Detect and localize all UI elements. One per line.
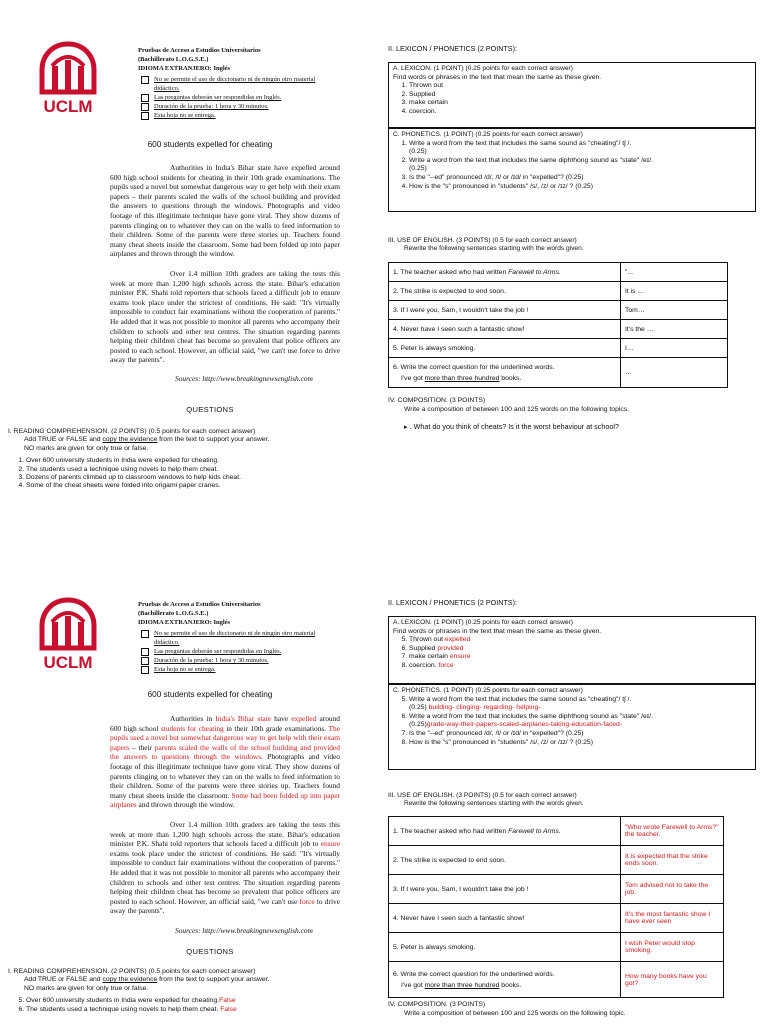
phonetics-box: [388, 128, 756, 212]
lexicon-list: [409, 636, 751, 670]
header-line: Pruebas de Acceso a Estudios Universitarios: [138, 601, 261, 608]
rc-item: 4. Some of the cheat sheets were folded into origami paper cranes.: [26, 482, 298, 490]
uclm-logo: [28, 596, 108, 676]
composition-section: IV. COMPOSITION. (3 POINTS) Write a composition of between 100 and 125 words on the following topic.: [388, 1001, 626, 1017]
table-row: 6. Write the correct question for the underlined words. I've got more than three hundred books. …: [389, 358, 728, 388]
paragraph: Over 1.4 million 10th graders are taking the tests this week at more than 1,200 high schools across the state. Bihar's education minister P.K. Shahi told reporters that schools faced a difficult job to ensure exams took place under the strictest of conditions. He said: "It's virtually impossible to conduct fair examinations without the cooperation of parents." He added that it was not possible to monitor all parents who accompany their children to schools and other test centres. The situation regarding parents helping their children cheat has become so prevalent that police officers are posted to each school. However, an official said, "we can't use force to drive away the parents".: [110, 819, 340, 916]
rule-item: Duración de la prueba: 1 hora y 30 minutos.: [138, 656, 338, 665]
questions-heading: QUESTIONS: [186, 405, 234, 414]
lexicon-item: 8. coercion. force: [409, 662, 751, 671]
rc-instruction: NO marks are given for only true or false.: [24, 444, 149, 452]
table-row: 3. If I were you, Sam, I wouldn't take the job ! Tom advised not to take the job.: [389, 875, 724, 904]
article-body: [110, 163, 340, 375]
phonetics-title: C. PHONETICS. (1 POINT) (0.25 points for each correct answer): [393, 131, 583, 138]
lexicon-item: 3. make certain: [409, 99, 751, 108]
phonetics-item: 8. How is the "s" pronounced in "students" /s/, /z/ or /ɪz/ ? (0.25): [409, 739, 751, 748]
table-row: 4. Never have I seen such a fantastic show! It's the …: [389, 320, 728, 339]
rc-title: I. READING COMPREHENSION. (2 POINTS) (0.5 points for each correct answer): [8, 428, 256, 435]
article-source: Sources: http://www.breakingnewsenglish.com: [175, 926, 313, 935]
rules-list: [138, 629, 338, 674]
phonetics-item: 5. Write a word from the text that includes the same sound as "cheating"/ tʃ /. (0.25) building- clinging- regarding- helping-: [409, 696, 751, 713]
lexicon-item: 6. Supplied provided: [409, 645, 751, 654]
questions-heading: QUESTIONS: [186, 947, 234, 956]
article-source: Sources: http://www.breakingnewsenglish.com: [175, 374, 313, 383]
table-row: 1. The teacher asked who had written Farewell to Arms. "...: [389, 263, 728, 282]
uclm-logo: [28, 40, 108, 120]
lexicon-box: [388, 616, 756, 684]
use-of-english-table: [388, 262, 728, 388]
exam-header: [138, 46, 338, 120]
rules-list: [138, 75, 338, 120]
article-title: 600 students expelled for cheating: [147, 690, 273, 699]
phonetics-title: C. PHONETICS. (1 POINT) (0.25 points for each correct answer): [393, 687, 583, 694]
logo-text: UCLM: [43, 97, 93, 116]
header-line: IDIOMA EXTRANJERO: Inglés: [138, 619, 231, 626]
table-row: 6. Write the correct question for the underlined words. I've got more than three hundred books. How many books have you got?: [389, 962, 724, 998]
lexicon-heading: II. LEXICON / PHONETICS (2 POINTS):: [388, 598, 517, 607]
english-heading: III. USE OF ENGLISH. (3 POINTS) (0.5 for each correct answer) Rewrite the following sentences starting with the words given.: [388, 792, 584, 807]
logo-text: UCLM: [43, 653, 93, 672]
reading-comprehension: [8, 428, 298, 491]
lexicon-item: 2. Supplied: [409, 91, 751, 100]
lexicon-item: 5. Thrown out expelled: [409, 636, 751, 645]
phonetics-item: 3. Is the "--ed" pronounced /d/, /t/ or /ɪd/ in "expelled"? (0.25): [409, 174, 751, 183]
table-row: 4. Never have I seen such a fantastic show! It's the most fantastic show I have ever seen: [389, 904, 724, 933]
lexicon-instruction: Find words or phrases in the text that mean the same as these given.: [393, 73, 602, 81]
use-of-english-table: [388, 816, 724, 998]
phonetics-item: 1. Write a word from the text that includes the same sound as "cheating"/ tʃ /. (0.25): [409, 140, 751, 157]
rc-item: 2. The students used a technique using novels to help them cheat.: [26, 466, 298, 474]
rule-item: Las preguntas deberán ser respondidas en Inglés.: [138, 93, 338, 102]
rule-item: Esta hoja no se entrega.: [138, 665, 338, 674]
rc-list: [26, 997, 298, 1014]
rc-item: 3. Dozens of parents climbed up to classroom windows to help kids cheat.: [26, 474, 298, 482]
rc-list: [26, 457, 298, 491]
rc-instruction: Add TRUE or FALSE and copy the evidence from the text to support your answer.: [24, 436, 270, 444]
rc-item: 5. Over 600 university students in India were expelled for cheating.False: [26, 997, 298, 1005]
rule-item: Duración de la prueba: 1 hora y 30 minutos.: [138, 102, 338, 111]
lexicon-instruction: Find words or phrases in the text that mean the same as these given.: [393, 627, 602, 635]
english-heading: III. USE OF ENGLISH. (3 POINTS) (0.5 for each correct answer) Rewrite the following sentences starting with the words given.: [388, 237, 584, 252]
article-body-annotated: [110, 714, 340, 926]
lexicon-box: [388, 62, 756, 128]
exam-header: [138, 600, 338, 674]
rule-item: No se permite el uso de diccionario ni de ningún otro material didáctico.: [138, 629, 338, 647]
phonetics-item: 7. Is the "--ed" pronounced /d/, /t/ or /ɪd/ in "expelled"? (0.25): [409, 730, 751, 739]
lexicon-heading: II. LEXICON / PHONETICS (2 POINTS):: [388, 44, 517, 53]
phonetics-list: [409, 696, 751, 748]
paragraph: Authorities in India's Bihar state have expelled around 600 high school students for cheating in their 10th grade examinations. The pupils used a novel but somewhat dangerous way to get help with their exam papers – their parents scaled the walls of the school building and provided the answers to questions through the windows. Photographs and video footage of this illegitimate technique have gone viral. They show dozens of parents clinging on to whatever they can on the walls to feed information to their children. Some of the parents were three stories up. Teachers found many cheat sheets inside the classroom. Some had been folded up into paper airplanes and thrown through the window.: [110, 163, 340, 259]
article-title: 600 students expelled for cheating: [147, 140, 273, 149]
header-line: (Bachillerato L.O.G.S.E.): [138, 610, 209, 617]
table-row: 2. The strike is expected to end soon. It is expected that the strike ends soon.: [389, 846, 724, 875]
header-line: (Bachillerato L.O.G.S.E.): [138, 56, 209, 63]
table-row: 2. The strike is expected to end soon. It is …: [389, 282, 728, 301]
table-row: 3. If I were you, Sam, I wouldn't take the job ! Tom…: [389, 301, 728, 320]
reading-comprehension: [8, 968, 298, 1014]
rc-title: I. READING COMPREHENSION. (2 POINTS) (0.5 points for each correct answer): [8, 968, 256, 975]
phonetics-list: [409, 140, 751, 192]
lexicon-item: 1. Thrown out: [409, 82, 751, 91]
lexicon-list: [409, 82, 751, 116]
lexicon-item: 4. coercion.: [409, 108, 751, 117]
phonetics-item: 2. Write a word from the text that includes the same diphthong sound as "state" /eɪ/. (0.25): [409, 157, 751, 174]
table-row: 5. Peter is always smoking. I…: [389, 339, 728, 358]
table-row: 1. The teacher asked who had written Farewell to Arms. "Who wrote Farewell to Arms?" the teacher.: [389, 817, 724, 846]
lexicon-title: A. LEXICON. (1 POINT) (0.25 points for each correct answer): [393, 65, 573, 72]
phonetics-box: [388, 684, 756, 770]
lexicon-title: A. LEXICON. (1 POINT) (0.25 points for each correct answer): [393, 619, 573, 626]
rule-item: Las preguntas deberán ser respondidas en Inglés.: [138, 647, 338, 656]
rc-item: 1. Over 600 university students in India were expelled for cheating.: [26, 457, 298, 465]
rc-item: 6. The students used a technique using novels to help them cheat. False: [26, 1006, 298, 1014]
rule-item: No se permite el uso de diccionario ni de ningún otro material didáctico.: [138, 75, 338, 93]
paragraph: Authorities in India's Bihar state have expelled around 600 high school students for cheating in their 10th grade examinations. The pupils used a novel but somewhat dangerous way to get help with their exam papers – their parents scaled the walls of the school building and provided the answers to questions through the windows. Photographs and video footage of this illegitimate technique have gone viral. They show dozens of parents clinging on to whatever they can on the walls to feed information to their children. Some of the parents were three stories up. Teachers found many cheat sheets inside the classroom. Some had been folded up into paper airplanes and thrown through the window.: [110, 714, 341, 810]
rc-instruction: NO marks are given for only true or false.: [24, 984, 149, 992]
phonetics-item: 4. How is the "s" pronounced in "students" /s/, /z/ or /ɪz/ ? (0.25): [409, 183, 751, 192]
phonetics-item: 6. Write a word from the text that includes the same diphthong sound as "state" /eɪ/. (0.25)grade-way-their-papers-scaled-airplanes-taking-education-faced-: [409, 713, 751, 730]
composition-section: IV. COMPOSITION. (3 POINTS) Write a composition of between 100 and 125 words on the following topics. ▸ . What do you think of cheats? Is it the worst behaviour at school?: [388, 397, 630, 431]
lexicon-item: 7. make certain ensure: [409, 653, 751, 662]
header-line: Pruebas de Acceso a Estudios Universitarios: [138, 47, 261, 54]
rule-item: Esta hoja no se entrega.: [138, 111, 338, 120]
header-line: IDIOMA EXTRANJERO: Inglés: [138, 65, 231, 72]
rc-instruction: Add TRUE or FALSE and copy the evidence from the text to support your answer.: [24, 976, 270, 984]
paragraph: Over 1.4 million 10th graders are taking the tests this week at more than 1,200 high schools across the state. Bihar's education minister P.K. Shahi told reporters that schools faced a difficult job to ensure exams took place under the strictest of conditions. He said: "It's virtually impossible to conduct fair examinations without the cooperation of parents." He added that it was not possible to monitor all parents who accompany their children to schools and other test centres. The situation regarding parents helping their children cheat has become so prevalent that police officers are posted to each school. However, an official said, "we can't use force to drive away the parents".: [110, 268, 340, 365]
table-row: 5. Peter is always smoking. I wish Peter would stop smoking.: [389, 933, 724, 962]
